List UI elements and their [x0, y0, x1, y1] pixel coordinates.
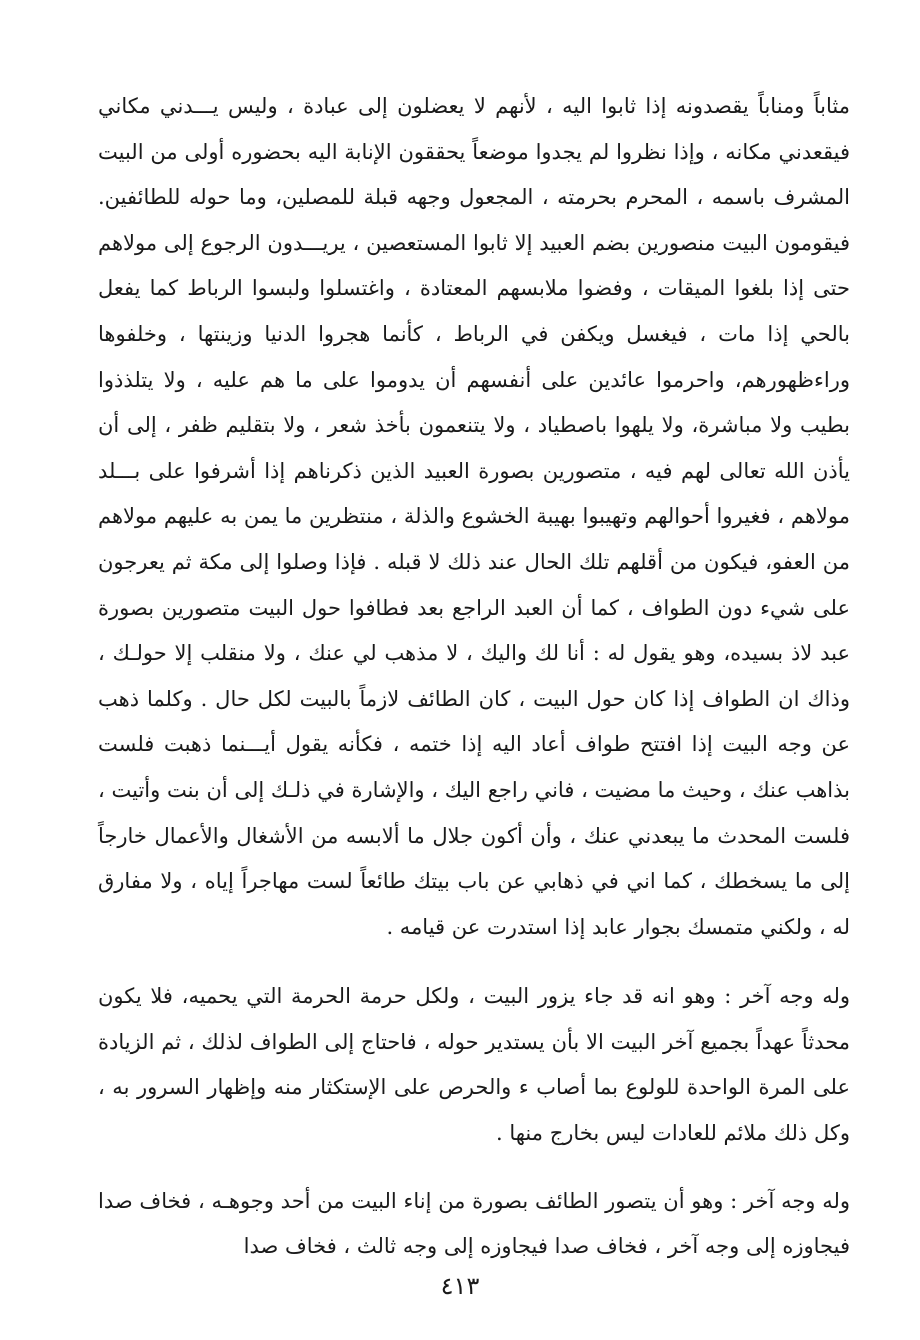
paragraph-3: وله وجه آخر : وهو أن يتصور الطائف بصورة من إناء البيت من أحد وجوهـه ، فخاف صدا فيجاوزه إلى وجه آخر ، فخاف صدا فيجاوزه إلى وجه ثالث ، فخاف صدا	[98, 1188, 850, 1259]
paragraph-1: مثاباً ومناباً يقصدونه إذا ثابوا اليه ، لأنهم لا يعضلون إلى عبادة ، وليس يـــدني مكاني فيقعدني مكانه ، وإذا نظروا لم يجدوا موضعاً يحققون الإنابة اليه بحضوره أولى من البيت المشرف باسمه ، المحرم بحرمته ، المجعول وجهه قبلة للمصلين، وما حوله للطائفين. فيقومون البيت منصورين بضم العبيد إلا ثابوا المستعصين ، يريـــدون الرجوع إلى مولاهم حتى إذا بلغوا الميقات ، وفضوا ملابسهم المعتادة ، واغتسلوا ولبسوا الرباط كما يفعل بالحي إذا مات ، فيغسل ويكفن في الرباط ، كأنما هجروا الدنيا وزينتها ، وخلفوها وراءظهورهم، واحرموا عائدين على أنفسهم أن يدوموا على ما هم عليه ، ولا يتلذذوا بطيب ولا مباشرة، ولا يلهوا باصطياد ، ولا يتنعمون بأخذ شعر ، ولا بتقليم ظفر ، إلى أن يأذن الله تعالى لهم فيه ، متصورين بصورة العبيد الذين ذكرناهم إذا أشرفوا على بـــلد مولاهم ، فغيروا أحوالهم وتهيبوا بهيبة الخشوع والذلة ، منتظرين ما يمن به عليهم مولاهم من العفو، فيكون من أقلهم تلك الحال عند ذلك لا قبله . فإذا وصلوا إلى مكة ثم يعرجون على شيء دون الطواف ، كما أن العبد الراجع بعد فطافوا حول البيت متصورين بصورة عبد لاذ بسيده، وهو يقول له : أنا لك واليك ، لا مذهب لي عنك ، ولا منقلب إلا حولـك ، وذاك ان الطواف إذا كان حول البيت ، كان الطائف لازماً بالبيت لكل حال . وكلما ذهب عن وجه البيت إذا افتتح طواف أعاد اليه إذا ختمه ، فكأنه يقول أيـــنما ذهبت فلست بذاهب عنك ، وحيث ما مضيت ، فاني راجع اليك ، والإشارة في ذلـك إلى أن بنت وأتيت ، فلست المحدث ما يبعدني عنك ، وأن أكون جلال ما ألابسه من الأشغال والأعمال خارجاً إلى ما يسخطك ، كما اني في ذهابي عن باب بيتك طائعاً لست مهاجراً إياه ، ولا مفارق له ، ولكني متمسك بجوار عابد إذا استدرت عن قيامه .	[98, 94, 851, 939]
page-number: ٤١٣	[440, 1272, 480, 1300]
paragraph-2: وله وجه آخر : وهو انه قد جاء يزور البيت ، ولكل حرمة الحرمة التي يحميه، فلا يكون محدثاً عهداً بجميع آخر البيت الا بأن يستدير حوله ، فاحتاج إلى الطواف لذلك ، ثم الزيادة على المرة الواحدة للولوع بما أصاب ء والحرص على الإستكثار منه وإظهار السرور به ، وكل ذلك ملائم للعادات ليس بخارج منها .	[98, 984, 850, 1146]
body-text	[98, 84, 850, 1270]
